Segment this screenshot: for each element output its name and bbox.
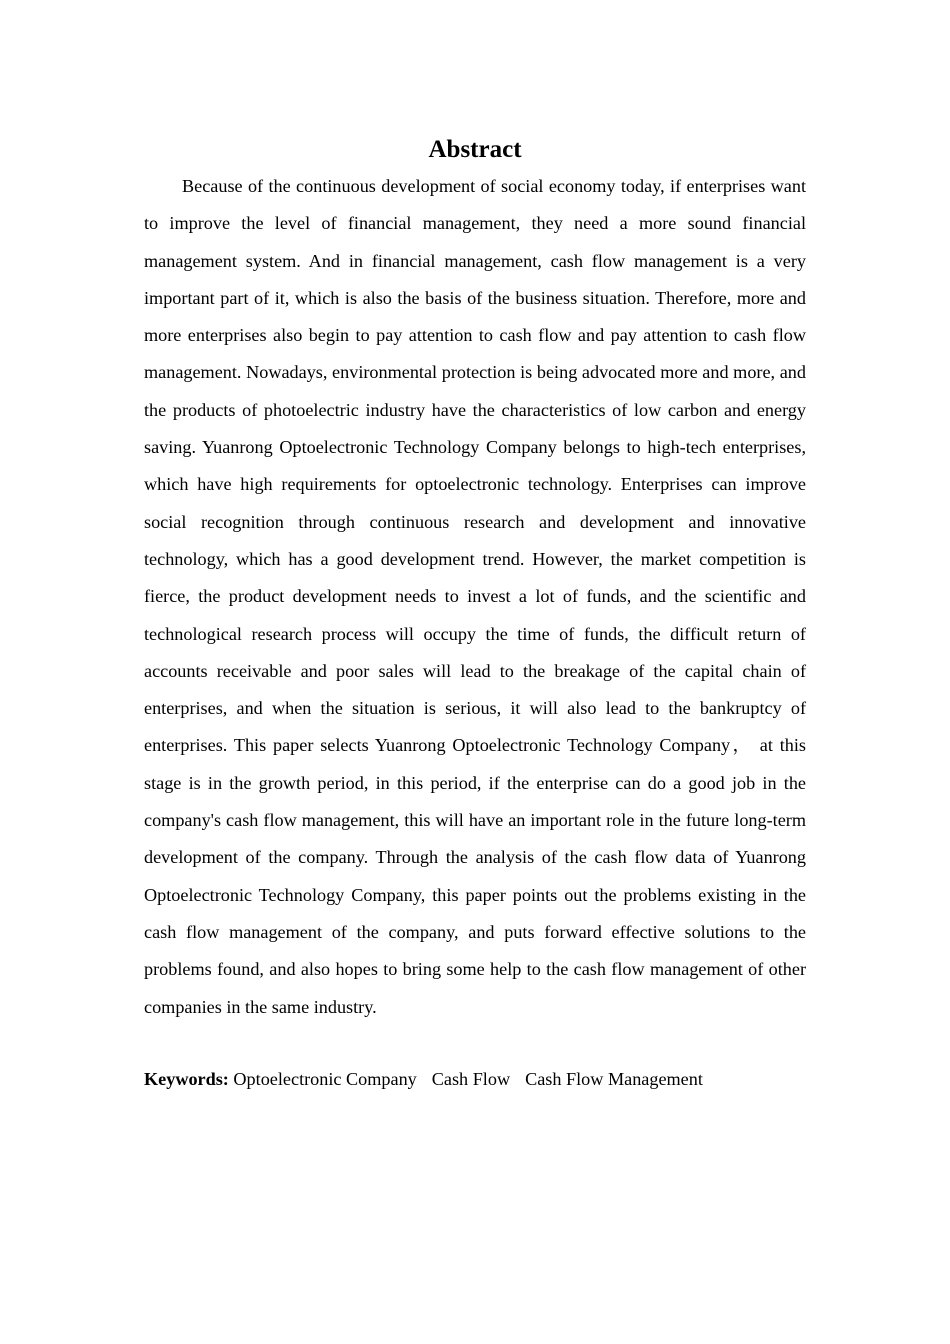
document-page (144, 132, 806, 1098)
keywords-label: Keywords: (144, 1068, 229, 1089)
keywords-line (144, 1061, 806, 1098)
abstract-title: Abstract (428, 136, 522, 163)
keyword-item: Cash Flow Management (525, 1068, 703, 1089)
keyword-item: Cash Flow (431, 1068, 511, 1089)
abstract-paragraph: Because of the continuous development of social economy today, if enterprises want to improve the level of financial management, they need a more sound financial management system. And in financial management, cash flow management is a very important part of it, which is also the basis of the business situation. Therefore, more and more enterprises also begin to pay attention to cash flow and pay attention to cash flow management. Nowadays, environmental protection is being advocated more and more, and the products of photoelectric industry have the characteristics of low carbon and energy saving. Yuanrong Optoelectronic Technology Company belongs to high-tech enterprises, which have high requirements for optoelectronic technology. Enterprises can improve social recognition through continuous research and development and innovative technology, which has a good development trend. However, the market competition is fierce, the product development needs to invest a lot of funds, and the scientific and technological research process will occupy the time of funds, the difficult return of accounts receivable and poor sales will lead to the breakage of the capital chain of enterprises, and when the situation is serious, it will also lead to the bankruptcy of enterprises. This paper selects Yuanrong Optoelectronic Technology Company， at this stage is in the growth period, in this period, if the enterprise can do a good job in the company's cash flow management, this will have an important role in the future long-term development of the company. Through the analysis of the cash flow data of Yuanrong Optoelectronic Technology Company, this paper points out the problems existing in the cash flow management of the company, and puts forward effective solutions to the problems found, and also hopes to bring some help to the cash flow management of other companies in the same industry. (144, 176, 806, 1017)
keyword-item: Optoelectronic Company (233, 1068, 417, 1089)
